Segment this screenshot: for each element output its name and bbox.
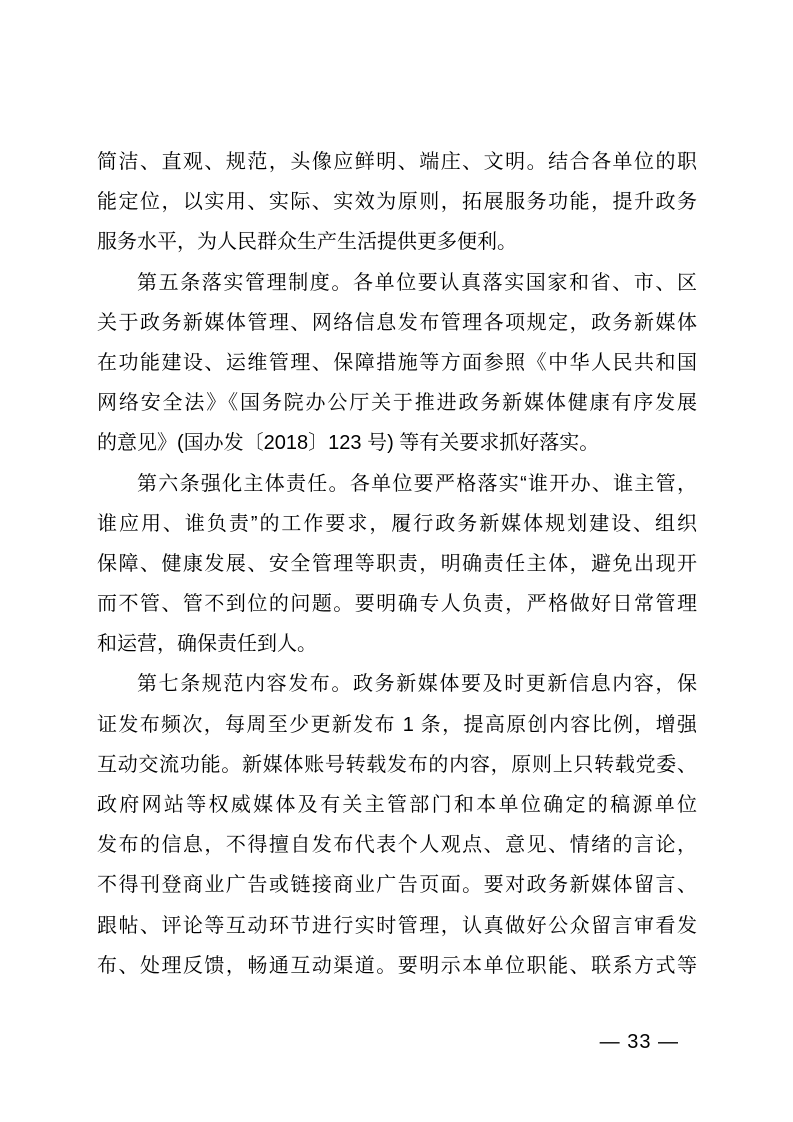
text-line: 第六条强化主体责任。各单位要严格落实“谁开办、谁主管， <box>137 472 697 495</box>
text-line: 简洁、直观、规范，头像应鲜明、端庄、文明。结合各单位的职 <box>97 151 697 173</box>
text-line: 证发布频次，每周至少更新发布 1 条，提高原创内容比例，增强 <box>97 713 697 736</box>
text-line: 政府网站等权威媒体及有关主管部门和本单位确定的稿源单位 <box>97 794 697 816</box>
page-number: — 33 — <box>599 1031 679 1053</box>
text-line: 谁应用、谁负责”的工作要求，履行政务新媒体规划建设、组织 <box>97 512 697 535</box>
text-line: 在功能建设、运维管理、保障措施等方面参照《中华人民共和国 <box>97 351 697 374</box>
paragraph-article-6 <box>97 464 697 665</box>
text-line: 发布的信息，不得擅自发布代表个人观点、意见、情绪的言论， <box>97 834 697 857</box>
text-line: 而不管、管不到位的问题。要明确专人负责，严格做好日常管理 <box>97 593 697 616</box>
paragraph-article-5 <box>97 263 697 464</box>
text-line: 的意见》(国办发〔2018〕123 号) 等有关要求抓好落实。 <box>97 432 600 455</box>
text-line: 不得刊登商业广告或链接商业广告页面。要对政务新媒体留言、 <box>97 874 697 897</box>
paragraph-article-7 <box>97 664 697 986</box>
text-line: 第七条规范内容发布。政务新媒体要及时更新信息内容，保 <box>137 673 697 696</box>
text-line: 能定位，以实用、实际、实效为原则，拓展服务功能，提升政务 <box>97 191 697 214</box>
text-line: 关于政务新媒体管理、网络信息发布管理各项规定，政务新媒体 <box>97 311 697 334</box>
text-line: 和运营，确保责任到人。 <box>97 633 317 656</box>
text-line: 网络安全法》《国务院办公厅关于推进政务新媒体健康有序发展 <box>97 392 697 415</box>
body-text <box>97 142 697 986</box>
page-footer <box>600 1030 679 1054</box>
text-line: 第五条落实管理制度。各单位要认真落实国家和省、市、区 <box>137 271 697 294</box>
text-line: 布、处理反馈，畅通互动渠道。要明示本单位职能、联系方式等 <box>97 954 697 977</box>
text-line: 保障、健康发展、安全管理等职责，明确责任主体，避免出现开 <box>97 552 697 575</box>
text-line: 互动交流功能。新媒体账号转载发布的内容，原则上只转载党委、 <box>97 753 697 776</box>
text-line: 跟帖、评论等互动环节进行实时管理，认真做好公众留言审看发 <box>97 914 697 937</box>
paragraph-continued <box>97 142 697 263</box>
text-line: 服务水平，为人民群众生产生活提供更多便利。 <box>97 231 517 254</box>
